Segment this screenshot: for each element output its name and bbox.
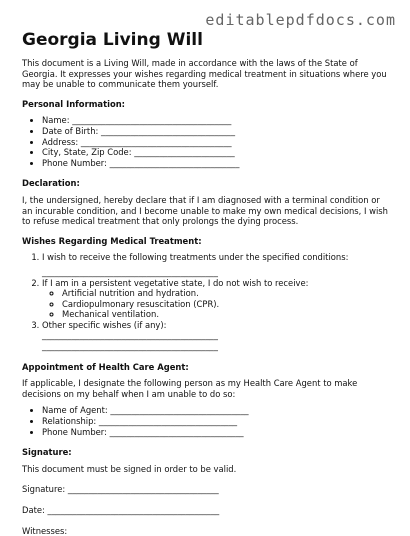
personal-list xyxy=(22,115,392,168)
agent-relationship-field: • Relationship: _________________________________ xyxy=(42,416,392,427)
signature-text: This document must be signed in order to be valid. xyxy=(22,463,237,474)
agent-heading: Appointment of Health Care Agent: xyxy=(22,361,189,372)
personal-heading: Personal Information: xyxy=(22,98,126,109)
address-field: • Address: ____________________________________ xyxy=(42,137,392,148)
agent-phone-field: • Phone Number: ________________________________ xyxy=(42,427,392,438)
phone-field: • Phone Number: _______________________________ xyxy=(42,158,392,169)
document-title: Georgia Living Will xyxy=(22,30,203,50)
sub-item-cpr: ◦ Cardiopulmonary resuscitation (CPR). xyxy=(62,299,392,310)
wish-item-2-text: If I am in a persistent vegetative state, I do not wish to receive: xyxy=(42,277,309,288)
wish-item-1-text: I wish to receive the following treatments under the specified conditions: xyxy=(42,252,349,263)
date-line: Date: _________________________________________ xyxy=(22,505,220,515)
wish-item-3-blank-2: __________________________________________ xyxy=(42,341,218,352)
wishes-list xyxy=(22,252,392,351)
sub-item-ventilation: ◦ Mechanical ventilation. xyxy=(62,309,392,320)
watermark: editablepdfdocs.com xyxy=(205,11,396,29)
wish-item-2 xyxy=(42,278,392,320)
wish-item-3-text: Other specific wishes (if any): xyxy=(42,319,167,330)
wish-item-3-blank-1: __________________________________________ xyxy=(42,330,218,341)
declaration-text: I, the undersigned, hereby declare that if I am diagnosed with a terminal condition or an incurable condition, and I become unable to make my own medical decisions, I wish to refuse medical treatment that only prolongs the dying process. xyxy=(22,194,388,227)
wish-item-3 xyxy=(42,320,392,352)
dob-field: • Date of Birth: ________________________________ xyxy=(42,126,392,137)
witnesses-label: Witnesses: xyxy=(22,525,68,536)
signature-heading: Signature: xyxy=(22,447,72,458)
agent-text: If applicable, I designate the following person as my Health Care Agent to make decisions on my behalf when I am unable to do so: xyxy=(22,378,358,399)
intro-text: This document is a Living Will, made in accordance with the laws of the State of Georgia. It expresses your wishes regarding medical treatment in situations where you may be unable to communicate them yourself. xyxy=(22,58,387,90)
wish-item-1-blank: __________________________________________ xyxy=(42,266,218,277)
agent-list xyxy=(22,405,392,437)
city-state-zip-field: • City, State, Zip Code: ________________________ xyxy=(42,147,392,158)
wish-item-1 xyxy=(42,252,392,277)
wishes-heading: Wishes Regarding Medical Treatment: xyxy=(22,235,202,246)
agent-name-field: • Name of Agent: _________________________________ xyxy=(42,405,392,416)
declaration-heading: Declaration: xyxy=(22,178,80,189)
wish-item-2-sublist xyxy=(42,288,392,320)
sub-item-nutrition: ◦ Artificial nutrition and hydration. xyxy=(62,288,392,299)
name-field: • Name: ______________________________________ xyxy=(42,115,392,126)
document-page xyxy=(22,30,392,536)
signature-line: Signature: ____________________________________ xyxy=(22,484,219,495)
